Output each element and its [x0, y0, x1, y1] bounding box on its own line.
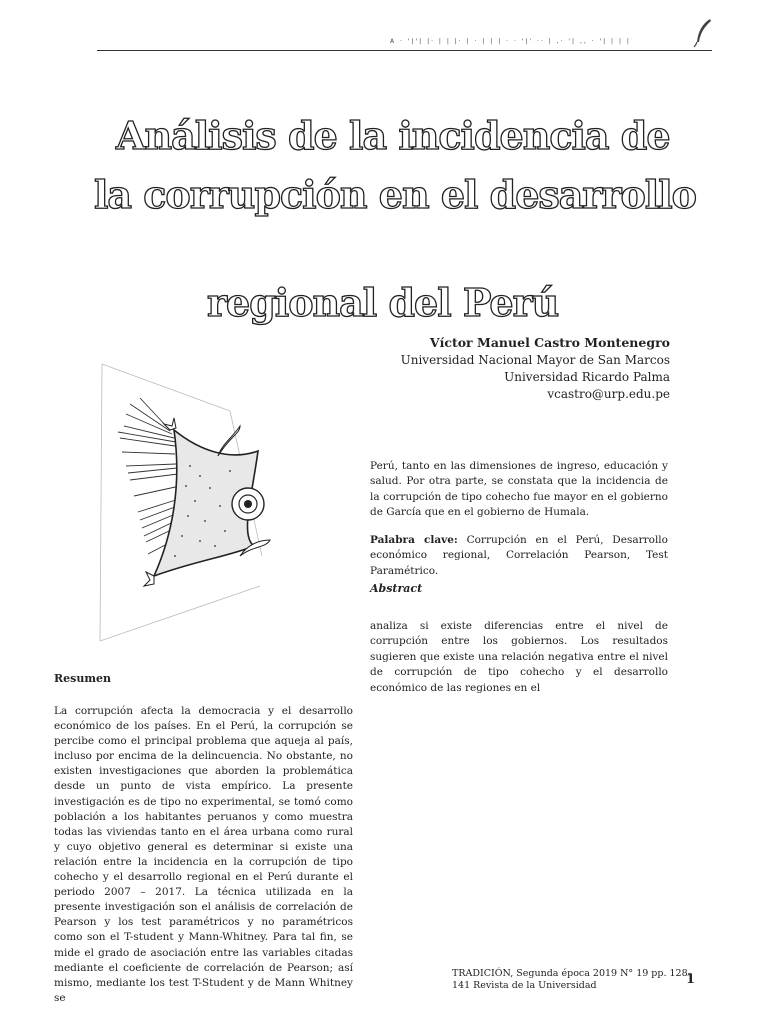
- author-affiliation-1: Universidad Nacional Mayor de San Marcos: [400, 353, 670, 367]
- running-header: A · '|'| |· | | |· | · | | | · · '|' ·· | ,· '| ,, · '| | | |: [390, 38, 631, 45]
- keywords-paragraph: [370, 533, 668, 580]
- resumen-heading: Resumen: [54, 672, 111, 685]
- intro-paragraph: Perú, tanto en las dimensiones de ingreso, educación y salud. Por otra parte, se constata que la incidencia de la corrupción de tipo cohecho fue mayor en el gobierno de García que en el gobierno de Humala.: [370, 459, 668, 518]
- footer-line-1: TRADICIÓN, Segunda época 2019 N° 19 pp. 128-: [452, 968, 691, 979]
- abstract-paragraph: analiza si existe diferencias entre el nivel de corrupción entre los gobiernos. Los resultados sugieren que existe una relación negativa entre el nivel de corrupción de tipo cohecho y el desarrollo económico de las regiones en el: [370, 619, 668, 694]
- resumen-paragraph: La corrupción afecta la democracia y el desarrollo económico de los países. En el Perú, la corrupción se percibe como el principal problema que aqueja al país, incluso por encima de la delincuencia. No obstante, no existen investigaciones que aborden la problemática desde un punto de vista empírico. La presente investigación es de tipo no experimental, se tomó como población a los habitantes peruanos y como muestra todas las viviendas tanto en el área urbana como rural y cuyo objetivo general es determinar si existe una relación entre la incidencia en la corrupción de tipo cohecho y el desarrollo regional en el Perú durante el periodo 2007 – 2017. La técnica utilizada en la presente investigación son el análisis de correlación de Pearson y los test paramétricos y no paramétricos como son el T-student y Mann-Whitney. Para tal fin, se mide el grado de asociación entre las variables citadas mediante el coeficiente de correlación de Pearson; así mismo, mediante los test T-Student y de Mann Whitney se: [54, 705, 353, 1004]
- title-line-3: regional del Perú: [207, 280, 559, 325]
- journal-footer: [452, 968, 691, 992]
- author-block: [401, 334, 670, 403]
- abstract-heading: Abstract: [370, 582, 423, 595]
- author-email[interactable]: vcastro@urp.edu.pe: [547, 387, 670, 401]
- quill-icon: [692, 18, 714, 48]
- footer-line-2: 141 Revista de la Universidad: [452, 980, 597, 991]
- decorative-illustration: [90, 356, 280, 646]
- title-line-2: la corrupción en el desarrollo: [94, 172, 697, 217]
- title-line-1: Análisis de la incidencia de: [116, 113, 670, 158]
- page-number: 1: [686, 972, 696, 987]
- keywords-text: Corrupción en el Perú, Desarrollo económico regional, Correlación Pearson, Test Paramétrico.: [370, 533, 668, 577]
- author-name: Víctor Manuel Castro Montenegro: [429, 335, 670, 350]
- keywords-label: Palabra clave:: [370, 533, 458, 546]
- author-affiliation-2: Universidad Ricardo Palma: [504, 370, 670, 384]
- header-rule: [97, 50, 712, 51]
